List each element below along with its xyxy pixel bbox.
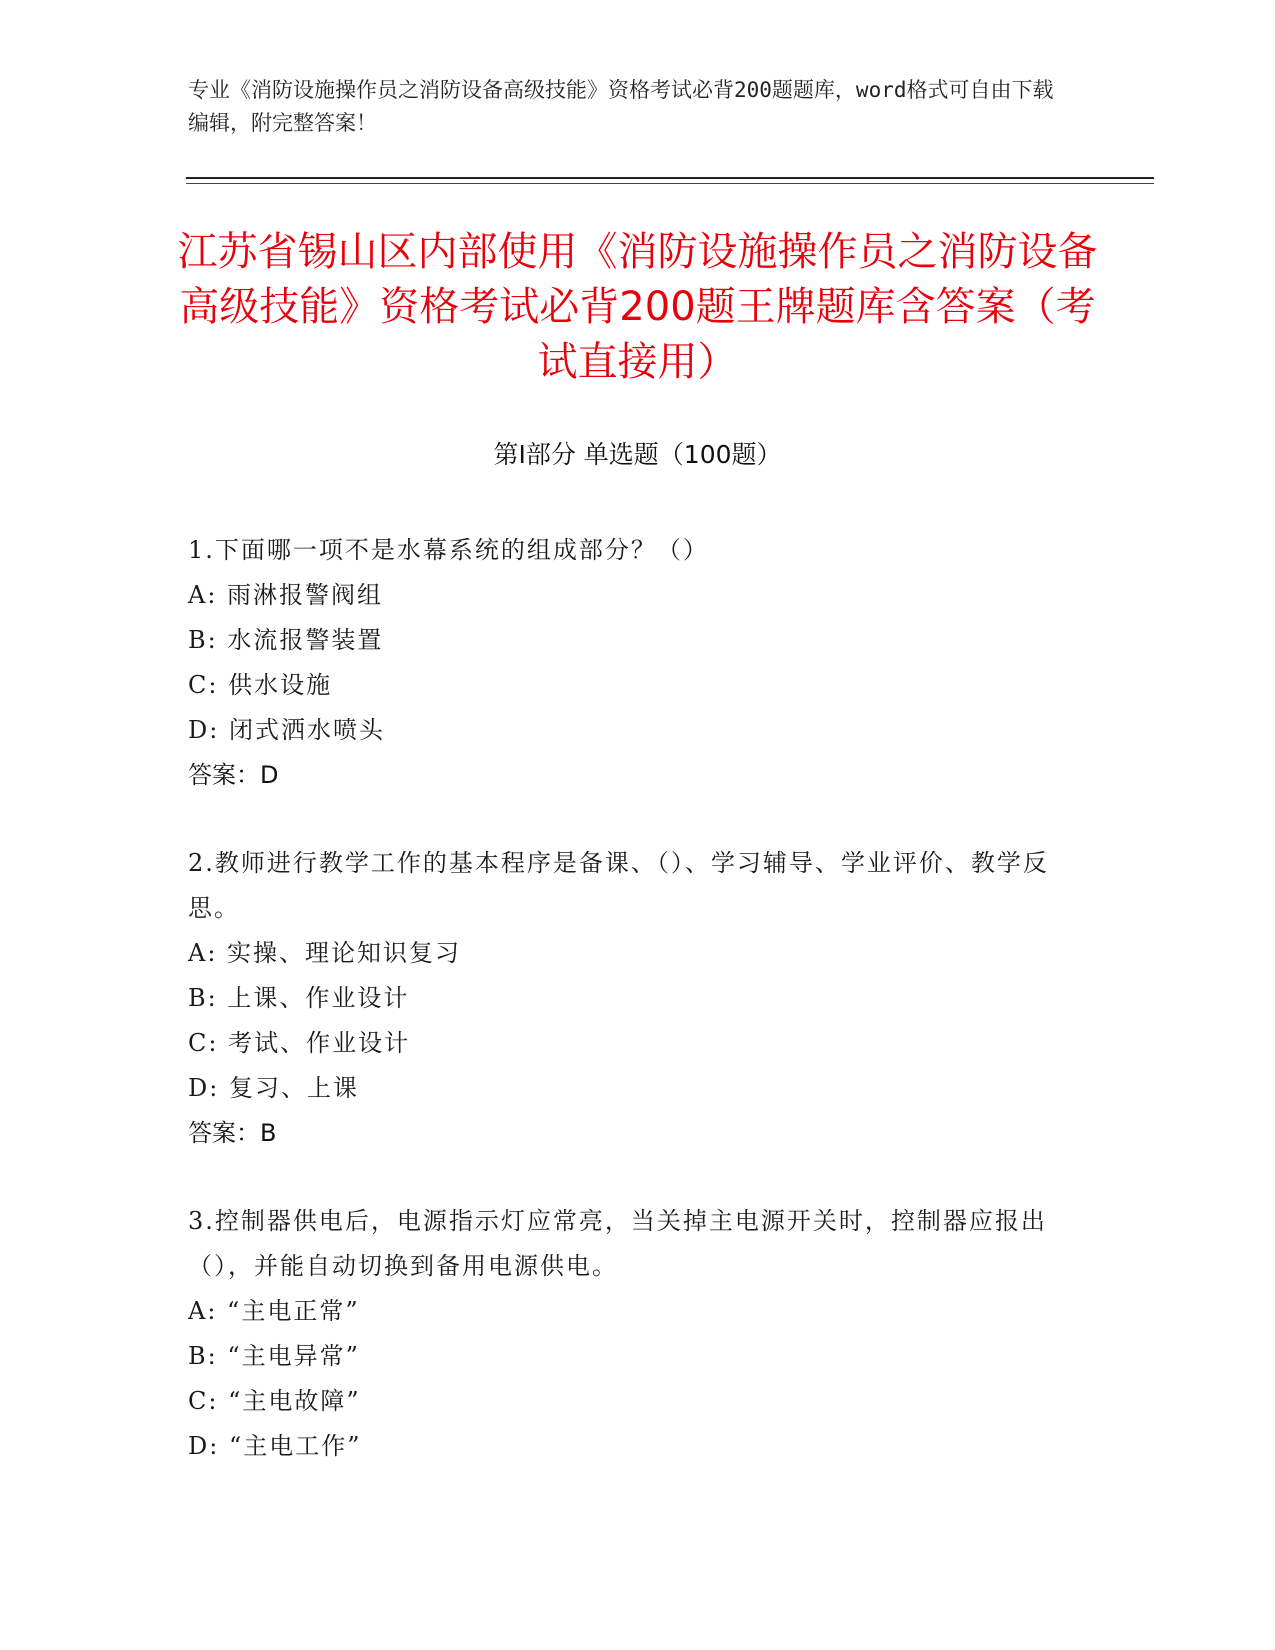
answer: 答案：D (188, 761, 279, 789)
option-d: D: “主电工作” (188, 1432, 362, 1460)
option-b: B: “主电异常” (188, 1342, 360, 1370)
question-1 (188, 528, 1068, 798)
question-list (188, 528, 1068, 1512)
header-divider-thick (186, 177, 1154, 179)
question-2 (188, 841, 1068, 1156)
option-a: A: 实操、理论知识复习 (188, 939, 462, 967)
option-c: C: 考试、作业设计 (188, 1029, 411, 1057)
option-d: D: 复习、上课 (188, 1074, 359, 1102)
option-c: C: 供水设施 (188, 671, 333, 699)
option-c: C: “主电故障” (188, 1387, 361, 1415)
section-heading: 第Ⅰ部分 单选题（100题） (493, 440, 782, 469)
option-b: B: 上课、作业设计 (188, 984, 410, 1012)
question-3 (188, 1199, 1068, 1469)
header-note: 专业《消防设施操作员之消防设备高级技能》资格考试必背200题题库，word格式可自由下载编辑，附完整答案！ (188, 78, 1054, 135)
option-a: A: 雨淋报警阀组 (188, 581, 384, 609)
option-b: B: 水流报警装置 (188, 626, 384, 654)
question-stem: 1.下面哪一项不是水幕系统的组成部分？（） (188, 536, 709, 564)
answer: 答案：B (188, 1119, 277, 1147)
question-stem: 3.控制器供电后，电源指示灯应常亮，当关掉主电源开关时，控制器应报出（），并能自动切换到备用电源供电。 (188, 1207, 1047, 1280)
option-a: A: “主电正常” (188, 1297, 360, 1325)
option-d: D: 闭式洒水喷头 (188, 716, 385, 744)
header-divider-thin (186, 183, 1154, 184)
question-stem: 2.教师进行教学工作的基本程序是备课、（）、学习辅导、学业评价、教学反思。 (188, 849, 1049, 922)
document-title: 江苏省锡山区内部使用《消防设施操作员之消防设备高级技能》资格考试必背200题王牌题库含答案（考试直接用） (177, 229, 1098, 385)
